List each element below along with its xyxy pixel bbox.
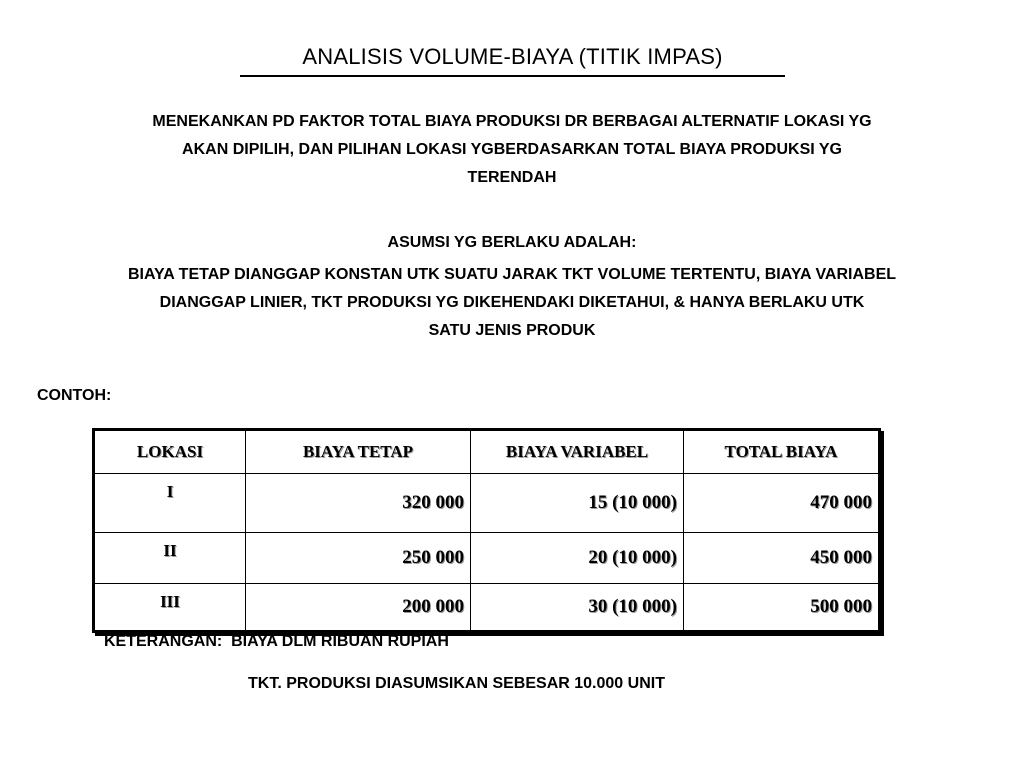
cell-biaya-variabel: 20 (10 000) (471, 533, 684, 584)
intro-line-2: AKAN DIPILIH, DAN PILIHAN LOKASI YGBERDASARKAN TOTAL BIAYA PRODUKSI YG (182, 141, 842, 158)
header-biaya-variabel: BIAYA VARIABEL (471, 430, 684, 474)
assumptions-line-2: DIANGGAP LINIER, TKT PRODUKSI YG DIKEHENDAKI DIKETAHUI, & HANYA BERLAKU UTK (159, 294, 865, 311)
table-note: KETERANGAN: BIAYA DLM RIBUAN RUPIAH (104, 633, 449, 650)
header-total-biaya: TOTAL BIAYA (684, 430, 880, 474)
table-row (94, 533, 880, 584)
table-row (94, 474, 880, 533)
assumptions-heading: ASUMSI YG BERLAKU ADALAH: (387, 234, 637, 251)
intro-line-1: MENEKANKAN PD FAKTOR TOTAL BIAYA PRODUKSI DR BERBAGAI ALTERNATIF LOKASI YG (152, 113, 872, 130)
title-underline (240, 75, 785, 77)
cell-lokasi: II (94, 533, 246, 584)
table-header-row (94, 430, 880, 474)
cell-biaya-variabel: 15 (10 000) (471, 474, 684, 533)
cell-biaya-variabel: 30 (10 000) (471, 584, 684, 632)
cell-lokasi: I (94, 474, 246, 533)
production-note: TKT. PRODUKSI DIASUMSIKAN SEBESAR 10.000 UNIT (248, 675, 665, 692)
assumptions-line-1: BIAYA TETAP DIANGGAP KONSTAN UTK SUATU JARAK TKT VOLUME TERTENTU, BIAYA VARIABEL (127, 266, 897, 283)
cell-lokasi: III (94, 584, 246, 632)
intro-paragraph (60, 108, 964, 192)
header-biaya-tetap: BIAYA TETAP (246, 430, 471, 474)
page-title: ANALISIS VOLUME-BIAYA (TITIK IMPAS) (302, 44, 723, 69)
cell-total-biaya: 500 000 (684, 584, 880, 632)
cost-table (92, 428, 881, 633)
cell-biaya-tetap: 250 000 (246, 533, 471, 584)
cell-total-biaya: 450 000 (684, 533, 880, 584)
cell-biaya-tetap: 200 000 (246, 584, 471, 632)
intro-line-3: TERENDAH (467, 169, 557, 186)
assumptions-line-3: SATU JENIS PRODUK (428, 322, 596, 339)
cell-biaya-tetap: 320 000 (246, 474, 471, 533)
header-lokasi: LOKASI (94, 430, 246, 474)
table-row (94, 584, 880, 632)
cell-total-biaya: 470 000 (684, 474, 880, 533)
example-label: CONTOH: (37, 387, 112, 404)
assumptions-paragraph (30, 261, 994, 345)
